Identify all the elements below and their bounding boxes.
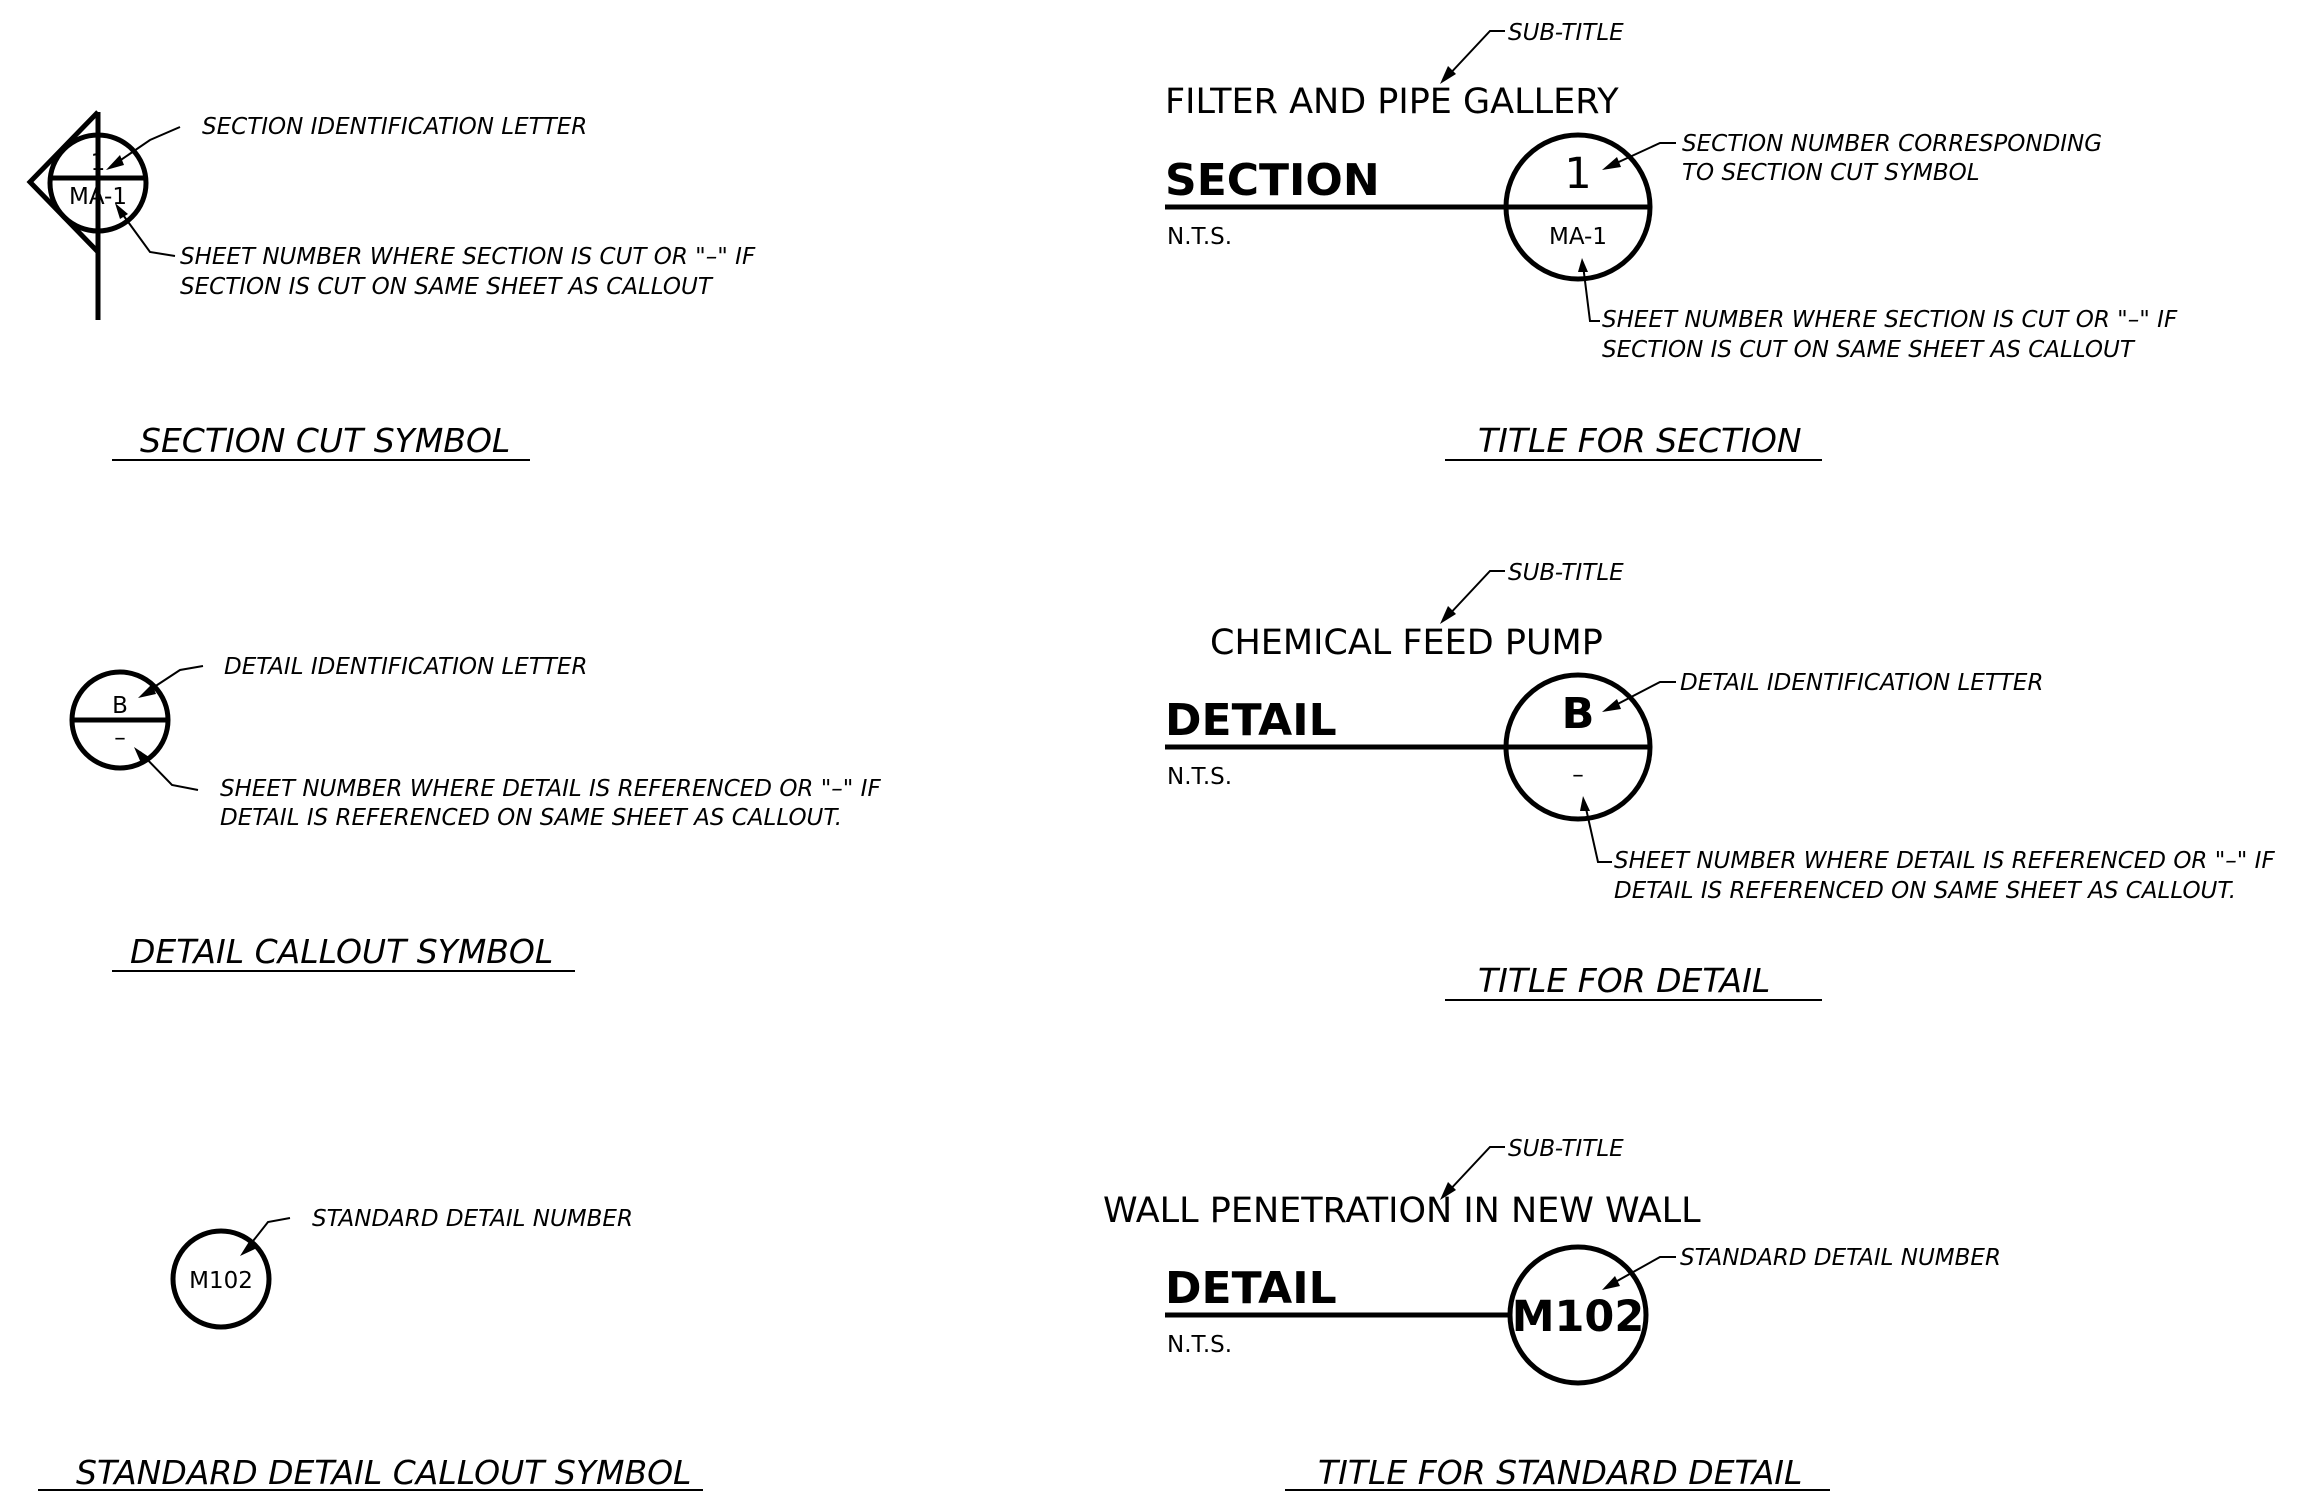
note-detail-sheet-line2: DETAIL IS REFERENCED ON SAME SHEET AS CALLOUT. — [220, 805, 843, 831]
note-section-sheet-line1: SHEET NUMBER WHERE SECTION IS CUT OR "–" IF — [180, 244, 756, 270]
note-detail-sheet-line1: SHEET NUMBER WHERE DETAIL IS REFERENCED OR "–" IF — [220, 776, 881, 802]
title-standard-detail: DETAIL — [1165, 1263, 1337, 1314]
detail-callout-letter: B — [112, 693, 128, 719]
title-detail: DETAIL — [1165, 695, 1337, 746]
title-for-detail — [1165, 560, 2275, 1000]
leader-section-letter — [112, 127, 180, 166]
note-section-number-line2: TO SECTION CUT SYMBOL — [1682, 160, 1980, 186]
note-standard-number: STANDARD DETAIL NUMBER — [1680, 1245, 2001, 1271]
leader-subtitle — [1446, 31, 1505, 78]
note-section-sheet-line1: SHEET NUMBER WHERE SECTION IS CUT OR "–" IF — [1602, 307, 2178, 333]
caption-title-standard-detail: TITLE FOR STANDARD DETAIL — [1318, 1453, 1803, 1492]
note-section-letter: SECTION IDENTIFICATION LETTER — [202, 114, 588, 140]
standard-detail-callout-symbol — [38, 1206, 703, 1492]
note-standard-number: STANDARD DETAIL NUMBER — [312, 1206, 633, 1232]
detail-callout-sheet: – — [114, 725, 126, 751]
leader-arrow — [1602, 157, 1621, 170]
note-detail-letter: DETAIL IDENTIFICATION LETTER — [1680, 670, 2044, 696]
caption-title-detail: TITLE FOR DETAIL — [1478, 961, 1771, 1000]
leader-subtitle — [1446, 571, 1505, 618]
note-detail-sheet-line2: DETAIL IS REFERENCED ON SAME SHEET AS CALLOUT. — [1614, 878, 2237, 904]
leader-subtitle — [1446, 1147, 1505, 1194]
leader-arrow — [1580, 796, 1590, 811]
caption-section-cut: SECTION CUT SYMBOL — [140, 421, 511, 460]
note-subtitle: SUB-TITLE — [1508, 20, 1624, 46]
scale-nts: N.T.S. — [1167, 224, 1233, 250]
leader-arrow — [1602, 699, 1621, 712]
title-section: SECTION — [1165, 155, 1380, 206]
note-subtitle: SUB-TITLE — [1508, 560, 1624, 586]
caption-standard-detail-callout: STANDARD DETAIL CALLOUT SYMBOL — [76, 1453, 692, 1492]
note-section-sheet-line2: SECTION IS CUT ON SAME SHEET AS CALLOUT — [1602, 337, 2134, 363]
title-for-standard-detail — [1103, 1136, 2001, 1492]
detail-callout-symbol — [72, 654, 881, 971]
caption-title-section: TITLE FOR SECTION — [1478, 421, 1802, 460]
leader-arrow — [106, 155, 124, 170]
title-for-section — [1165, 20, 2178, 460]
scale-nts: N.T.S. — [1167, 1332, 1233, 1358]
title-section-number: 1 — [1564, 149, 1592, 199]
subtitle-text: CHEMICAL FEED PUMP — [1210, 623, 1603, 663]
title-section-sheet: MA-1 — [1548, 224, 1608, 250]
note-detail-sheet-line1: SHEET NUMBER WHERE DETAIL IS REFERENCED OR "–" IF — [1614, 848, 2275, 874]
section-cut-symbol — [30, 112, 756, 460]
subtitle-text: FILTER AND PIPE GALLERY — [1165, 82, 1619, 122]
leader-arrow — [1602, 1276, 1620, 1290]
title-detail-letter: B — [1561, 689, 1595, 739]
subtitle-text: WALL PENETRATION IN NEW WALL — [1103, 1191, 1701, 1231]
note-detail-letter: DETAIL IDENTIFICATION LETTER — [224, 654, 588, 680]
section-cut-letter: 1 — [90, 150, 106, 176]
title-detail-sheet: – — [1572, 762, 1584, 788]
caption-detail-callout: DETAIL CALLOUT SYMBOL — [130, 932, 554, 971]
leader-arrow — [1578, 258, 1588, 272]
leader-section-sheet — [118, 208, 175, 256]
note-subtitle: SUB-TITLE — [1508, 1136, 1624, 1162]
note-section-number-line1: SECTION NUMBER CORRESPONDING — [1682, 131, 2103, 157]
note-section-sheet-line2: SECTION IS CUT ON SAME SHEET AS CALLOUT — [180, 274, 712, 300]
standard-detail-number: M102 — [189, 1268, 253, 1294]
leader-section-sheet — [1583, 265, 1600, 321]
scale-nts: N.T.S. — [1167, 764, 1233, 790]
section-cut-sheet: MA-1 — [68, 184, 128, 210]
title-standard-number: M102 — [1511, 1292, 1645, 1342]
